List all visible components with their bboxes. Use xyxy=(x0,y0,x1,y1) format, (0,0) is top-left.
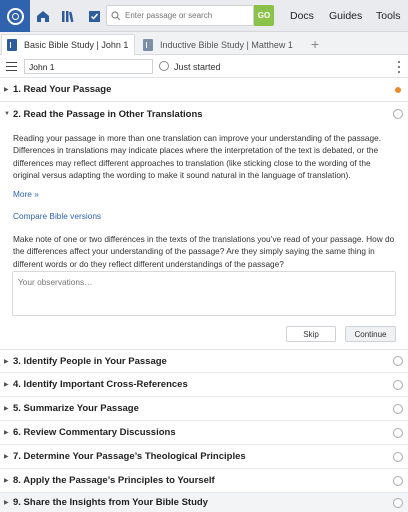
search-box[interactable] xyxy=(106,5,254,26)
go-button[interactable]: GO xyxy=(254,5,274,26)
new-tab-plus-icon[interactable]: + xyxy=(311,36,320,52)
section-intro-text: Reading your passage in more than one translation can improve your understanding of the passage. Differences in translations may indicate places where the interpretation of the text is debated, or the differences may reflect different approaches to translation (like sticking close to the wording of the original versus adapting the wording to make it sound natural in the language of translation). xyxy=(13,133,382,180)
completion-ring-icon[interactable] xyxy=(393,428,403,438)
observations-textarea[interactable] xyxy=(12,271,396,316)
section-title: 8. Apply the Passage’s Principles to Yourself xyxy=(13,475,215,486)
section-row-other-translations[interactable] xyxy=(0,102,408,126)
section-row-summarize[interactable] xyxy=(0,397,408,421)
completion-ring-icon[interactable] xyxy=(393,380,403,390)
top-nav-bar xyxy=(0,0,408,32)
more-options-icon[interactable] xyxy=(398,61,401,73)
section-row-commentary[interactable] xyxy=(0,421,408,445)
section-row-read-passage[interactable] xyxy=(0,78,408,102)
skip-button[interactable]: Skip xyxy=(286,326,336,342)
section-title: 2. Read the Passage in Other Translations xyxy=(13,108,203,120)
passage-input[interactable] xyxy=(24,59,153,74)
search-input[interactable] xyxy=(125,11,251,20)
section-title: 1. Read Your Passage xyxy=(13,84,112,95)
section-title: 3. Identify People in Your Passage xyxy=(13,355,167,367)
hamburger-menu-icon[interactable] xyxy=(6,62,17,71)
home-icon[interactable] xyxy=(34,7,52,25)
completion-ring-icon[interactable] xyxy=(393,452,403,462)
search-icon xyxy=(107,6,125,25)
checklist-icon[interactable] xyxy=(85,7,103,25)
section-title: 9. Share the Insights from Your Bible Study xyxy=(13,497,208,508)
progress-dot-icon xyxy=(395,87,401,93)
compare-versions-link[interactable]: Compare Bible versions xyxy=(13,211,102,221)
app-logo[interactable] xyxy=(0,0,30,32)
completion-ring-icon[interactable] xyxy=(393,404,403,414)
status-label: Just started xyxy=(174,62,221,72)
more-link[interactable]: More » xyxy=(13,189,39,199)
completion-ring-icon[interactable] xyxy=(393,476,403,486)
tab-basic-bible-study[interactable] xyxy=(1,34,135,55)
section-row-share-insights[interactable] xyxy=(0,493,408,512)
section-row-identify-people[interactable] xyxy=(0,349,408,373)
caret-right-icon: ▶ xyxy=(4,500,9,506)
section-title: 5. Summarize Your Passage xyxy=(13,403,139,414)
guides-link[interactable]: Guides xyxy=(329,10,363,22)
continue-button[interactable]: Continue xyxy=(345,326,396,342)
section-row-theological-principles[interactable] xyxy=(0,445,408,469)
tab-label: Inductive Bible Study | Matthew 1 xyxy=(160,39,293,50)
status-radio[interactable] xyxy=(159,61,169,71)
tab-label: Basic Bible Study | John 1 xyxy=(24,40,129,50)
tab-bar xyxy=(0,32,408,55)
section-title: 7. Determine Your Passage’s Theological Principles xyxy=(13,451,246,462)
docs-link[interactable]: Docs xyxy=(290,10,314,22)
section-title: 6. Review Commentary Discussions xyxy=(13,427,176,438)
document-icon xyxy=(143,39,153,51)
completion-ring-icon[interactable] xyxy=(393,498,403,508)
caret-right-icon: ▶ xyxy=(4,382,9,388)
search-logo-icon xyxy=(7,8,24,25)
guide-toolbar xyxy=(0,55,408,78)
completion-ring-icon[interactable] xyxy=(393,356,403,366)
library-icon[interactable] xyxy=(59,7,77,25)
completion-ring-icon[interactable] xyxy=(393,109,403,119)
caret-right-icon: ▶ xyxy=(4,454,9,460)
tab-inductive-bible-study[interactable] xyxy=(138,34,304,55)
tools-link[interactable]: Tools xyxy=(376,10,401,22)
section-row-apply-principles[interactable] xyxy=(0,469,408,493)
caret-down-icon: ▼ xyxy=(4,111,10,117)
document-icon xyxy=(7,39,17,51)
caret-right-icon: ▶ xyxy=(4,406,9,412)
caret-right-icon: ▶ xyxy=(4,87,9,93)
caret-right-icon: ▶ xyxy=(4,430,9,436)
section-row-cross-references[interactable] xyxy=(0,373,408,397)
section-title: 4. Identify Important Cross-References xyxy=(13,379,188,390)
section-prompt-text: Make note of one or two differences in the texts of the translations you’ve read of your passage. How do the differences affect your understanding of the passage? Are they simply saying the same thing in different words or do they reflect different understandings of the passage? xyxy=(13,234,395,269)
caret-right-icon: ▶ xyxy=(4,358,9,365)
caret-right-icon: ▶ xyxy=(4,478,9,484)
